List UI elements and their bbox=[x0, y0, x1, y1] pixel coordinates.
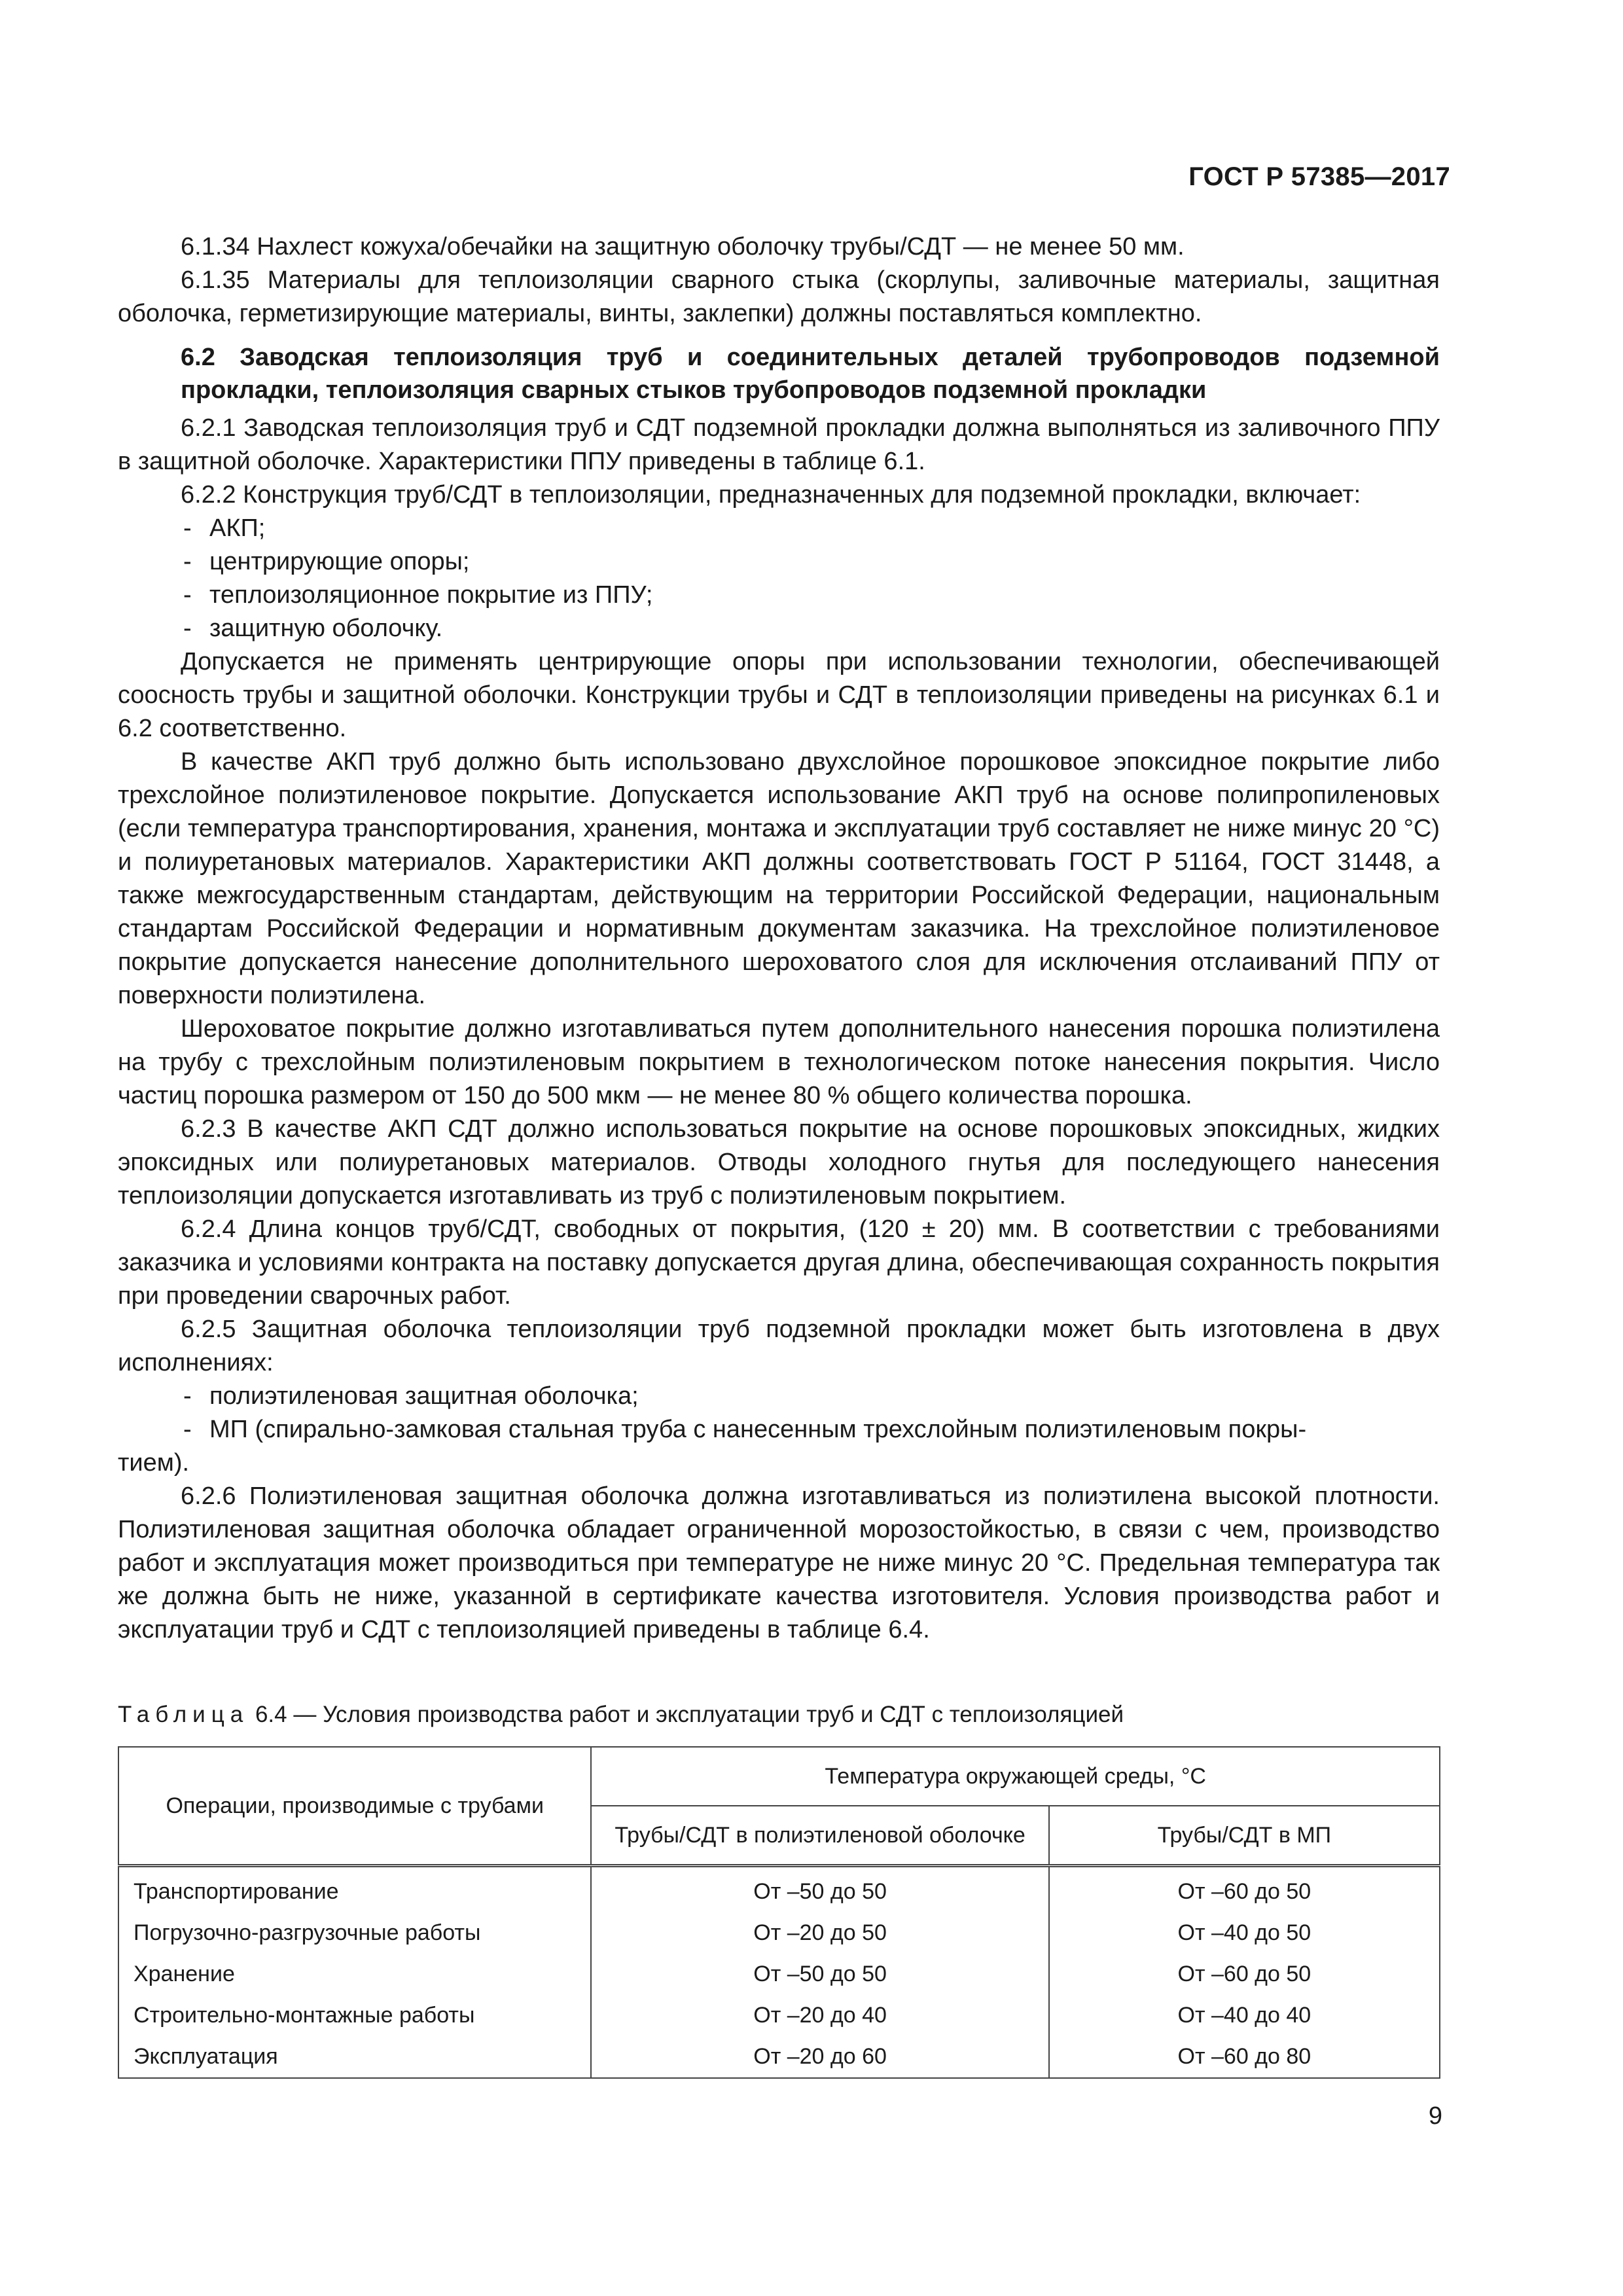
table-row bbox=[118, 1912, 1440, 1954]
paragraph-6-2-3: 6.2.3 В качестве АКП СДТ должно использоваться покрытие на основе порошковых эпоксидных, жидких эпоксидных или полиуретановых материалов. Отводы холодного гнутья для последующего нанесения теплоизоляции допускается изготавливать из труб с полиэтиленовым покрытием. bbox=[118, 1115, 1440, 1210]
table-caption-label: Таблица bbox=[118, 1702, 249, 1727]
list-item-text: теплоизоляционное покрытие из ППУ; bbox=[209, 581, 653, 609]
cell-mp-range: От –40 до 40 bbox=[1049, 1995, 1440, 2036]
list-item: - полиэтиленовая защитная оболочка; bbox=[183, 1382, 639, 1410]
header-temperature: Температура окружающей среды, °С bbox=[591, 1747, 1440, 1806]
cell-pe-range: От –20 до 50 bbox=[591, 1912, 1048, 1954]
paragraph-6-2-4: 6.2.4 Длина концов труб/СДТ, свободных от покрытия, (120 ± 20) мм. В соответствии с требованиями заказчика и условиями контракта на поставку допускается другая длина, обеспечивающая сохранность покрытия при проведении сварочных работ. bbox=[118, 1215, 1440, 1310]
paragraph-6-2-2: 6.2.2 Конструкция труб/СДТ в теплоизоляции, предназначенных для подземной прокладки, включает: bbox=[181, 481, 1361, 509]
cell-operation: Строительно-монтажные работы bbox=[118, 1995, 591, 2036]
document-body bbox=[118, 230, 1440, 1647]
cell-mp-range: От –60 до 50 bbox=[1049, 1866, 1440, 1913]
list-item-text: защитную оболочку. bbox=[209, 615, 443, 642]
paragraph-6-1-35: 6.1.35 Материалы для теплоизоляции сварного стыка (скорлупы, заливочные материалы, защитная оболочка, герметизирующие материалы, винты, заклепки) должны поставляться комплектно. bbox=[118, 266, 1440, 327]
cell-pe-range: От –20 до 40 bbox=[591, 1995, 1048, 2036]
table-row bbox=[118, 1995, 1440, 2036]
cell-operation: Транспортирование bbox=[118, 1866, 591, 1913]
list-item-text: центрирующие опоры; bbox=[209, 548, 470, 575]
cell-operation: Эксплуатация bbox=[118, 2036, 591, 2078]
list-item: - теплоизоляционное покрытие из ППУ; bbox=[183, 581, 653, 609]
paragraph-6-2-2-coating: В качестве АКП труб должно быть использовано двухслойное порошковое эпоксидное покрытие либо трехслойное полиэтиленовое покрытие. Допускается использование АКП труб на основе полипропиленовых (если температура транспортирования, хранения, монтажа и эксплуатации труб составляет не ниже минус 20 °С) и полиуретановых материалов. Характеристики АКП должны соответствовать ГОСТ Р 51164, ГОСТ 31448, а также межгосударственным стандартам, действующим на территории Российской Федерации, национальным стандартам Российской Федерации и нормативным документам заказчика. На трехслойное полиэтиленовое покрытие допускается нанесение дополнительного шероховатого слоя для исключения отслаиваний ППУ от поверхности полиэтилена. bbox=[118, 748, 1440, 1009]
paragraph-6-2-6: 6.2.6 Полиэтиленовая защитная оболочка должна изготавливаться из полиэтилена высокой плотности. Полиэтиленовая защитная оболочка обладает ограниченной морозостойкостью, в связи с чем, производство работ и эксплуатация может производиться при температуре не ниже минус 20 °С. Предельная температура так же должна быть не ниже, указанной в сертификате качества изготовителя. Условия производства работ и эксплуатации труб и СДТ с теплоизоляцией приведены в таблице 6.4. bbox=[118, 1482, 1440, 1643]
list-item: - центрирующие опоры; bbox=[183, 548, 470, 575]
list-item: - защитную оболочку. bbox=[183, 615, 443, 642]
paragraph-6-2-5: 6.2.5 Защитная оболочка теплоизоляции труб подземной прокладки может быть изготовлена в двух исполнениях: bbox=[118, 1316, 1440, 1376]
header-mp: Трубы/СДТ в МП bbox=[1049, 1806, 1440, 1866]
cell-pe-range: От –50 до 50 bbox=[591, 1954, 1048, 1995]
cell-mp-range: От –60 до 80 bbox=[1049, 2036, 1440, 2078]
cell-mp-range: От –60 до 50 bbox=[1049, 1954, 1440, 1995]
cell-mp-range: От –40 до 50 bbox=[1049, 1912, 1440, 1954]
cell-operation: Погрузочно-разгрузочные работы bbox=[118, 1912, 591, 1954]
cell-operation: Хранение bbox=[118, 1954, 591, 1995]
list-item: - АКП; bbox=[183, 514, 266, 542]
cell-pe-range: От –20 до 60 bbox=[591, 2036, 1048, 2078]
paragraph-6-2-2-rough-coating: Шероховатое покрытие должно изготавливаться путем дополнительного нанесения порошка полиэтилена на трубу с трехслойным полиэтиленовым покрытием в технологическом потоке нанесения покрытия. Число частиц порошка размером от 150 до 500 мкм — не менее 80 % общего количества порошка. bbox=[118, 1015, 1440, 1109]
list-item-text: АКП; bbox=[209, 514, 266, 542]
list-item: - МП (спирально-замковая стальная труба с нанесенным трехслойным полиэтиленовым покры- тием). bbox=[118, 1413, 1440, 1480]
table-row bbox=[118, 1954, 1440, 1995]
cell-pe-range: От –50 до 50 bbox=[591, 1866, 1048, 1913]
table-row bbox=[118, 2036, 1440, 2078]
paragraph-6-2-2-centering: Допускается не применять центрирующие опоры при использовании технологии, обеспечивающей соосность трубы и защитной оболочки. Конструкции трубы и СДТ в теплоизоляции приведены на рисунках 6.1 и 6.2 соответственно. bbox=[118, 648, 1440, 742]
list-item-text: МП (спирально-замковая стальная труба с нанесенным трехслойным полиэтиленовым покры- bbox=[209, 1416, 1307, 1443]
table-caption bbox=[118, 1700, 1440, 1729]
header-operations: Операции, производимые с трубами bbox=[118, 1747, 591, 1866]
paragraph-6-1-34: 6.1.34 Нахлест кожуха/обечайки на защитную оболочку трубы/СДТ — не менее 50 мм. bbox=[181, 233, 1185, 260]
header-pe-sheath: Трубы/СДТ в полиэтиленовой оболочке bbox=[591, 1806, 1048, 1866]
page-number: 9 bbox=[1428, 2102, 1442, 2130]
list-item-text: полиэтиленовая защитная оболочка; bbox=[209, 1382, 639, 1410]
section-heading-6-2: 6.2 Заводская теплоизоляция труб и соединительных деталей трубопроводов подземной прокладки, теплоизоляция сварных стыков трубопроводов подземной прокладки bbox=[181, 344, 1440, 404]
list-item-text-continuation: тием). bbox=[118, 1449, 190, 1477]
paragraph-6-2-1: 6.2.1 Заводская теплоизоляция труб и СДТ подземной прокладки должна выполняться из заливочного ППУ в защитной оболочке. Характеристики ППУ приведены в таблице 6.1. bbox=[118, 414, 1440, 475]
conditions-table bbox=[118, 1746, 1440, 2079]
table-row bbox=[118, 1866, 1440, 1913]
document-standard-number: ГОСТ Р 57385—2017 bbox=[1188, 162, 1450, 191]
table-caption-text: 6.4 — Условия производства работ и эксплуатации труб и СДТ с теплоизоляцией bbox=[255, 1702, 1124, 1727]
